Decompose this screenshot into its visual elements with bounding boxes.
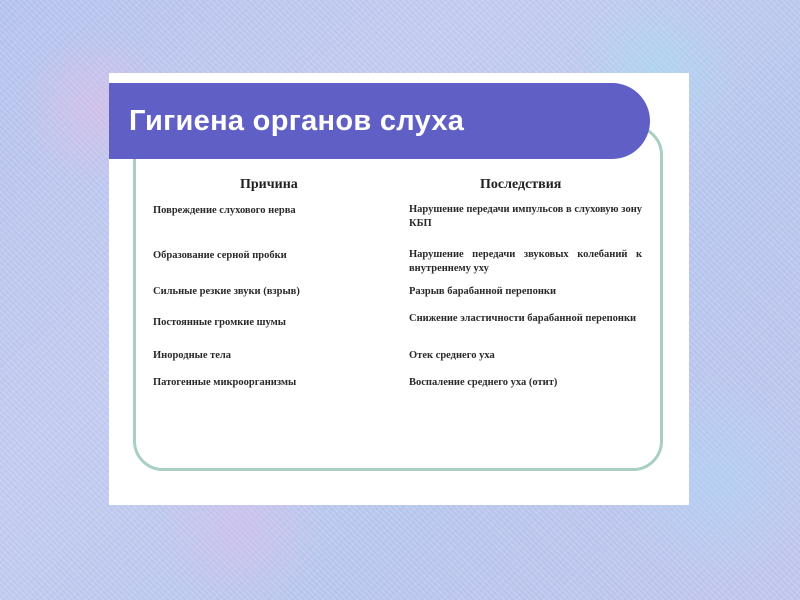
effect-cell: Снижение эластичности барабанной перепонки bbox=[409, 313, 637, 324]
cause-cell: Патогенные микроорганизмы bbox=[153, 377, 297, 388]
watermark bbox=[427, 465, 431, 483]
cause-cell: Сильные резкие звуки (взрыв) bbox=[153, 286, 300, 297]
cause-column-header: Причина bbox=[240, 177, 298, 192]
cause-cell: Инородные тела bbox=[153, 350, 232, 361]
slide bbox=[109, 73, 689, 505]
cause-cell: Повреждение слухового нерва bbox=[153, 205, 296, 216]
title-bar bbox=[109, 83, 650, 159]
cause-cell: Образование серной пробки bbox=[153, 250, 287, 261]
effect-cell: Нарушение передачи импульсов в слуховую зону КБП bbox=[409, 204, 642, 229]
cause-cell: Постоянные громкие шумы bbox=[153, 317, 286, 328]
effect-cell: Отек среднего уха bbox=[409, 350, 495, 361]
effect-cell: Воспаление среднего уха (отит) bbox=[409, 377, 558, 388]
effect-column-header: Последствия bbox=[480, 177, 562, 192]
effect-cell: Разрыв барабанной перепонки bbox=[409, 286, 556, 297]
slide-title: Гигиена органов слуха bbox=[129, 105, 465, 137]
effect-cell: Нарушение передачи звуковых колебаний к внутреннему уху bbox=[409, 249, 642, 274]
